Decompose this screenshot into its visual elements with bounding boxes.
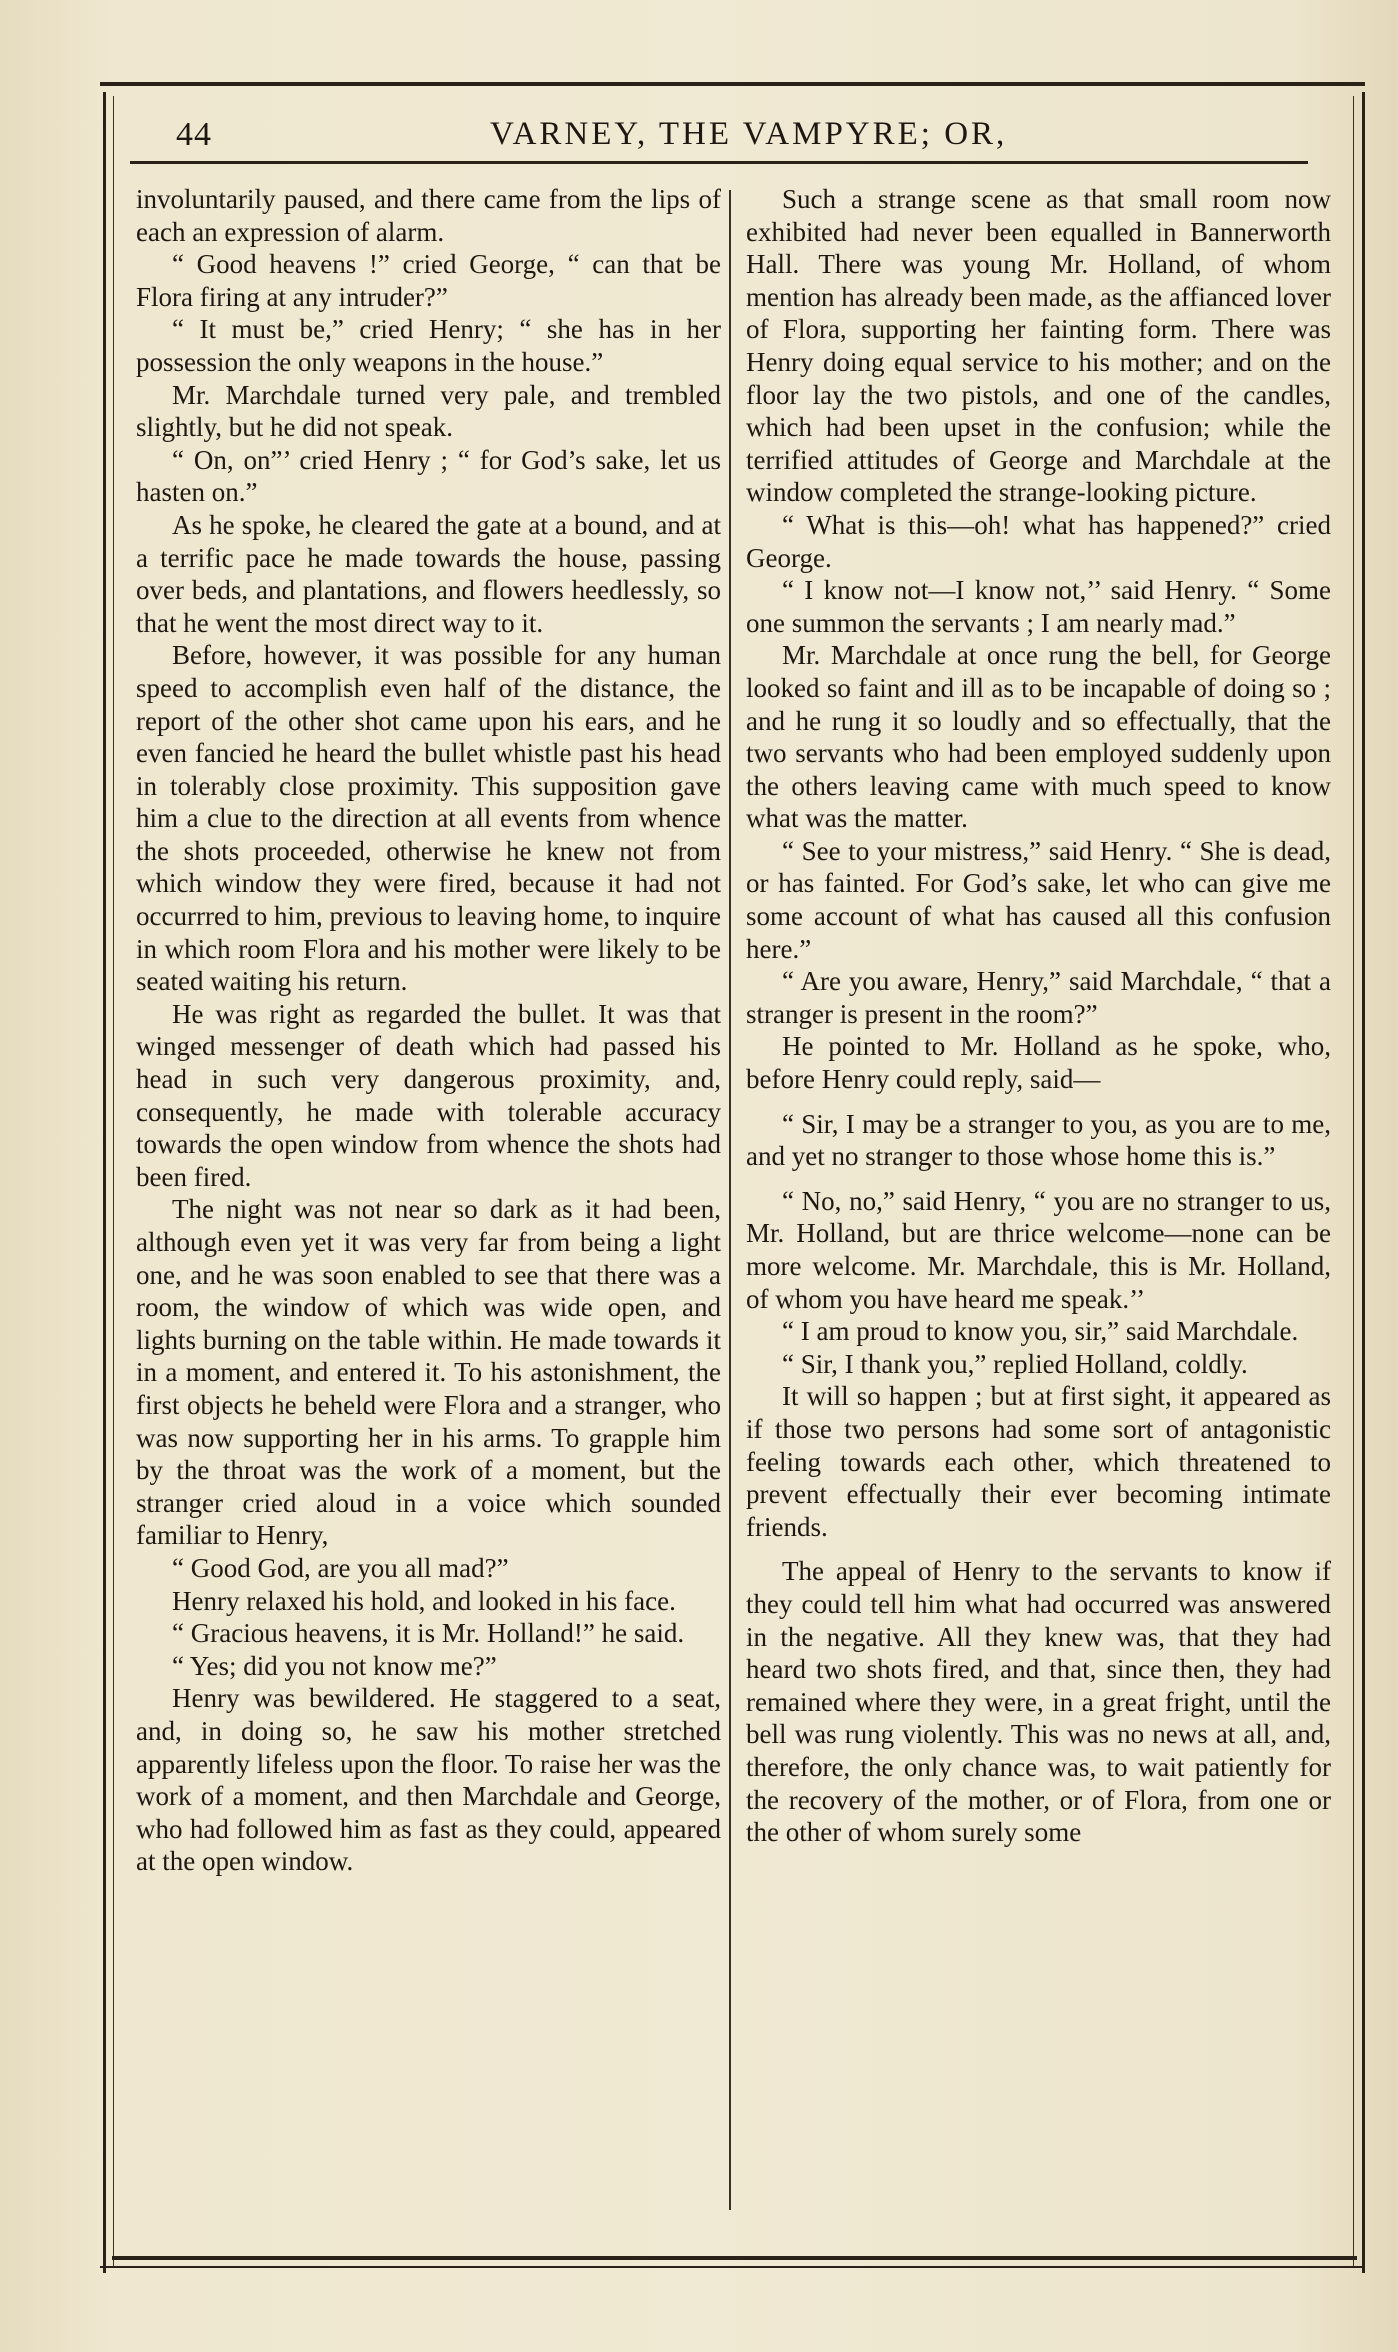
bottom-border-rule — [112, 2256, 1357, 2260]
paragraph: It will so happen ; but at first sight, it appeared as if those two persons had some sort of antagonistic feeling towards each other, which threatened to prevent effectually their ever becoming intimate friends. — [746, 1381, 1331, 1542]
right-column — [746, 183, 1331, 1849]
bottom-border-rule-thin — [100, 2266, 1365, 2268]
paragraph: “ What is this—oh! what has happened?” cried George. — [746, 509, 1331, 573]
frame-inner-right-rule — [1353, 96, 1354, 2266]
page-number: 44 — [176, 116, 212, 153]
paragraph: Such a strange scene as that small room now exhibited had never been equalled in Bannerworth Hall. There was young Mr. Holland, of whom mention has already been made, as the affianced lover of Flora, supporting her fainting form. There was Henry doing equal service to his mother; and on the floor lay the two pistols, and one of the candles, which had been upset in the confusion; while the terrified attitudes of George and Marchdale at the window completed the strange-looking picture. — [746, 184, 1331, 508]
paragraph: “ I know not—I know not,’’ said Henry. “ Some one summon the servants ; I am nearly mad.” — [746, 575, 1331, 638]
paragraph: involuntarily paused, and there came from the lips of each an expression of alarm. — [136, 184, 721, 247]
page-header — [130, 112, 1330, 162]
paragraph: Mr. Marchdale at once rung the bell, for George looked so faint and ill as to be incapable of doing so ; and he rung it so loudly and so effectually, that the two servants who had been employed suddenly upon the others leaving came with much speed to know what was the matter. — [746, 640, 1331, 834]
paragraph: “ I am proud to know you, sir,” said Marchdale. — [782, 1316, 1299, 1347]
paragraph: Henry relaxed his hold, and looked in his face. — [172, 1585, 676, 1616]
paragraph: “ Sir, I thank you,” replied Holland, coldly. — [782, 1348, 1248, 1379]
paragraph: “ See to your mistress,” said Henry. “ She is dead, or has fainted. For God’s sake, let who can give me some account of what has caused all this confusion here.” — [746, 835, 1331, 964]
paragraph: The night was not near so dark as it had been, although even yet it was very far from being a light one, and he was soon enabled to see that there was a room, the window of which was wide open, and lights burning on the table within. He made towards it in a moment, and entered it. To his astonishment, the first objects he beheld were Flora and a stranger, who was now supporting her in his arms. To grapple him by the throat was the work of a moment, but the stranger cried aloud in a voice which sounded familiar to Henry, — [136, 1194, 721, 1551]
running-title: VARNEY, THE VAMPYRE; OR, — [490, 116, 1008, 152]
paragraph: “ Good God, are you all mad?” — [172, 1552, 509, 1583]
paragraph: “ Gracious heavens, it is Mr. Holland!” he said. — [172, 1618, 685, 1649]
paragraph: Mr. Marchdale turned very pale, and trembled slightly, but he did not speak. — [136, 379, 721, 443]
paragraph: “ Good heavens !” cried George, “ can that be Flora firing at any intruder?” — [136, 249, 721, 312]
paragraph: “ Yes; did you not know me?” — [172, 1650, 497, 1681]
paragraph: “ Sir, I may be a stranger to you, as you are to me, and yet no stranger to those whose home this is.” — [746, 1108, 1331, 1172]
paragraph: “ Are you aware, Henry,” said Marchdale, “ that a stranger is present in the room?” — [746, 966, 1331, 1029]
column-divider — [729, 190, 731, 2210]
paragraph: “ On, on”’ cried Henry ; “ for God’s sake, let us hasten on.” — [136, 444, 721, 508]
frame-inner-left-rule — [113, 96, 114, 2266]
paragraph: He was right as regarded the bullet. It was that winged messenger of death which had passed his head in such very dangerous proximity, and, consequently, he made with tolerable accuracy towards the open window from whence the shots had been fired. — [136, 998, 721, 1192]
header-rule — [130, 161, 1308, 164]
paragraph: He pointed to Mr. Holland as he spoke, who, before Henry could reply, said— — [746, 1031, 1331, 1095]
paragraph: Henry was bewildered. He staggered to a seat, and, in doing so, he saw his mother stretched apparently lifeless upon the floor. To raise her was the work of a moment, and then Marchdale and George, who had followed him as fast as they could, appeared at the open window. — [136, 1683, 721, 1877]
paragraph: “ No, no,” said Henry, “ you are no stranger to us, Mr. Holland, but are thrice welcome—none can be more welcome. Mr. Marchdale, this is Mr. Holland, of whom you have heard me speak.’’ — [746, 1185, 1331, 1314]
paragraph: The appeal of Henry to the servants to know if they could tell him what had occurred was answered in the negative. All they knew was, that they had heard two shots fired, and that, since then, they had remained where they were, in a great fright, until the bell was rung violently. This was no news at all, and, therefore, the only chance was, to wait patiently for the recovery of the mother, or of Flora, from one or the other of whom surely some — [746, 1556, 1331, 1848]
left-column — [136, 183, 721, 1878]
paragraph: Before, however, it was possible for any human speed to accomplish even half of the distance, the report of the other shot came upon his ears, and he even fancied he heard the bullet whistle past his head in tolerably close proximity. This supposition gave him a clue to the direction at all events from whence the shots proceeded, otherwise he knew not from which window they were fired, because it had not occurrred to him, previous to leaving home, to inquire in which room Flora and his mother were likely to be seated waiting his return. — [136, 640, 721, 997]
paragraph: “ It must be,” cried Henry; “ she has in her possession the only weapons in the house.” — [136, 314, 721, 377]
paragraph: As he spoke, he cleared the gate at a bound, and at a terrific pace he made towards the house, passing over beds, and plantations, and flowers heedlessly, so that he went the most direct way to it. — [136, 509, 721, 638]
top-border-rule — [100, 82, 1365, 86]
